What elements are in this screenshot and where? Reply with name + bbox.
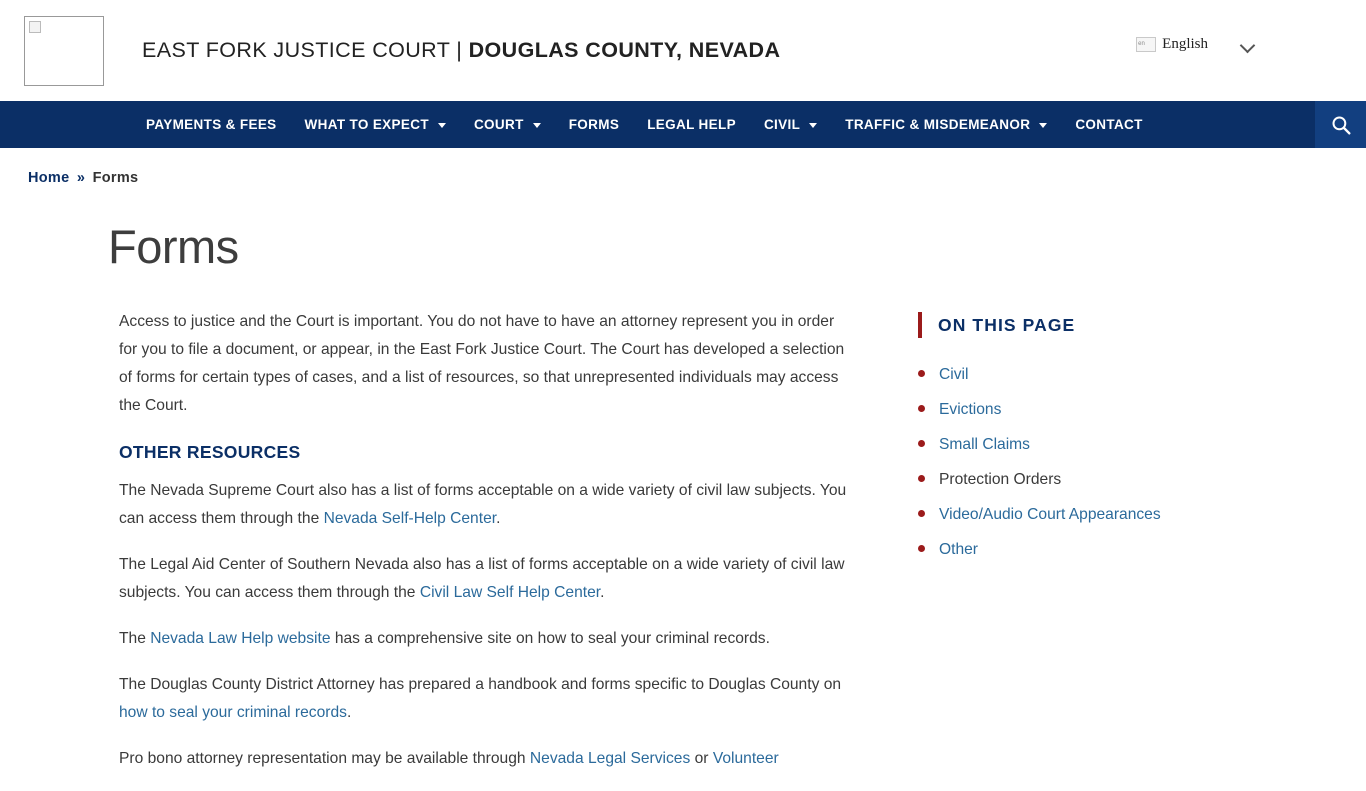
link-nevada-law-help-website[interactable]: Nevada Law Help website: [150, 630, 331, 647]
nav-label: CONTACT: [1075, 117, 1143, 132]
bullet-dot-icon: [918, 440, 925, 447]
nav-item-forms[interactable]: [555, 101, 634, 148]
breadcrumb-current: Forms: [92, 170, 139, 186]
sidebar-title: ON THIS PAGE: [938, 314, 1076, 335]
nav-label: COURT: [473, 117, 524, 132]
page-body: [0, 219, 1366, 791]
breadcrumb: [0, 148, 1366, 186]
link-civil-law-self-help-center[interactable]: Civil Law Self Help Center: [419, 584, 601, 601]
chevron-down-icon: [438, 123, 446, 128]
link-nevada-self-help-center[interactable]: Nevada Self-Help Center: [323, 510, 497, 527]
site-title-court: EAST FORK JUSTICE COURT |: [142, 38, 469, 62]
search-button[interactable]: [1315, 101, 1366, 148]
list-item[interactable]: [918, 401, 1248, 419]
sidebar-link-list: [918, 366, 1248, 559]
content-row: [108, 308, 1366, 791]
text-before-link: Pro bono attorney representation may be available through: [119, 750, 530, 767]
sidebar-item-civil[interactable]: Civil: [939, 366, 969, 383]
chevron-down-icon: [1039, 123, 1047, 128]
text-after-link: has a comprehensive site on how to seal your criminal records.: [330, 630, 770, 647]
link-nevada-legal-services[interactable]: Nevada Legal Services: [529, 750, 691, 767]
list-item[interactable]: [918, 471, 1248, 489]
text-before-link: The Legal Aid Center of Southern Nevada also has a list of forms acceptable on a wide variety of civil law subjects. You can access them through the: [119, 556, 845, 601]
nav-item-traffic-misdemeanor[interactable]: [831, 101, 1061, 148]
text-after-link: .: [600, 584, 605, 601]
page-title: Forms: [108, 220, 239, 273]
broken-image-icon: [29, 21, 41, 33]
page-title-banner: [142, 38, 780, 63]
nav-label: FORMS: [568, 117, 620, 132]
site-title-county: DOUGLAS COUNTY, NEVADA: [468, 38, 781, 62]
sidebar-item-small-claims[interactable]: Small Claims: [939, 436, 1030, 453]
text-after-link: .: [496, 510, 501, 527]
nav-item-what-to-expect[interactable]: [291, 101, 460, 148]
link-how-to-seal-criminal-records[interactable]: how to seal your criminal records: [119, 704, 347, 721]
bullet-dot-icon: [918, 370, 925, 377]
text-before-link: The Douglas County District Attorney has prepared a handbook and forms specific to Douglas County on: [119, 676, 842, 693]
bullet-dot-icon: [918, 510, 925, 517]
chevron-down-icon: [809, 123, 817, 128]
text-before-link: The Nevada Supreme Court also has a list of forms acceptable on a wide variety of civil law subjects. You can access them through the: [119, 482, 847, 527]
bullet-dot-icon: [918, 545, 925, 552]
nav-item-list: [0, 101, 1315, 148]
court-seal-logo[interactable]: [24, 16, 104, 86]
search-icon: [1331, 115, 1351, 135]
sidebar-item-video-audio-court-appearances[interactable]: Video/Audio Court Appearances: [939, 506, 1161, 523]
list-item[interactable]: [918, 436, 1248, 454]
nav-item-civil[interactable]: [750, 101, 831, 148]
flag-en-icon: en: [1136, 37, 1156, 52]
on-this-page-sidebar: [918, 308, 1248, 791]
sidebar-item-protection-orders[interactable]: Protection Orders: [939, 471, 1062, 488]
text-after-link: .: [346, 704, 352, 721]
section-heading-other-resources: OTHER RESOURCES: [119, 442, 301, 462]
breadcrumb-home-link[interactable]: Home: [28, 170, 70, 186]
nav-label: TRAFFIC & MISDEMEANOR: [845, 117, 1031, 132]
list-item[interactable]: [918, 506, 1248, 524]
text-between-links: or: [690, 750, 713, 767]
text-before-link: The: [119, 630, 151, 647]
paragraph-nevada-law-help: [119, 625, 848, 653]
chevron-down-icon: [533, 123, 541, 128]
nav-label: CIVIL: [763, 117, 801, 132]
paragraph-legal-aid-center: [119, 551, 848, 607]
paragraph-nevada-supreme-court: [119, 477, 848, 533]
list-item[interactable]: [918, 541, 1248, 559]
language-label: English: [1162, 36, 1208, 52]
site-header: [0, 0, 1366, 101]
intro-paragraph: Access to justice and the Court is important. You do not have to have an attorney represent you in order for you to file a document, or appear, in the East Fork Justice Court. The Court has developed a selection of forms for certain types of cases, and a list of resources, so that unrepresented individuals may access the Court.: [119, 313, 845, 414]
nav-item-contact[interactable]: [1061, 101, 1156, 148]
nav-item-legal-help[interactable]: [633, 101, 750, 148]
nav-label: PAYMENTS & FEES: [146, 117, 277, 132]
list-item[interactable]: [918, 366, 1248, 384]
nav-item-court[interactable]: [460, 101, 555, 148]
accent-bar: [918, 312, 922, 338]
sidebar-item-evictions[interactable]: Evictions: [939, 401, 1002, 418]
bullet-dot-icon: [918, 405, 925, 412]
nav-label: LEGAL HELP: [647, 117, 736, 132]
nav-item-payments-fees[interactable]: [146, 101, 291, 148]
paragraph-district-attorney-handbook: [119, 671, 848, 727]
language-selector[interactable]: [1136, 36, 1256, 53]
nav-label: WHAT TO EXPECT: [304, 117, 429, 132]
sidebar-header: [918, 312, 1248, 338]
chevron-down-icon[interactable]: [1242, 38, 1256, 52]
main-navigation: [0, 101, 1366, 148]
breadcrumb-separator: »: [76, 170, 86, 186]
bullet-dot-icon: [918, 475, 925, 482]
link-volunteer[interactable]: Volunteer: [712, 750, 779, 767]
main-content: [108, 308, 848, 791]
paragraph-pro-bono: [119, 745, 848, 773]
sidebar-item-other[interactable]: Other: [939, 541, 978, 558]
